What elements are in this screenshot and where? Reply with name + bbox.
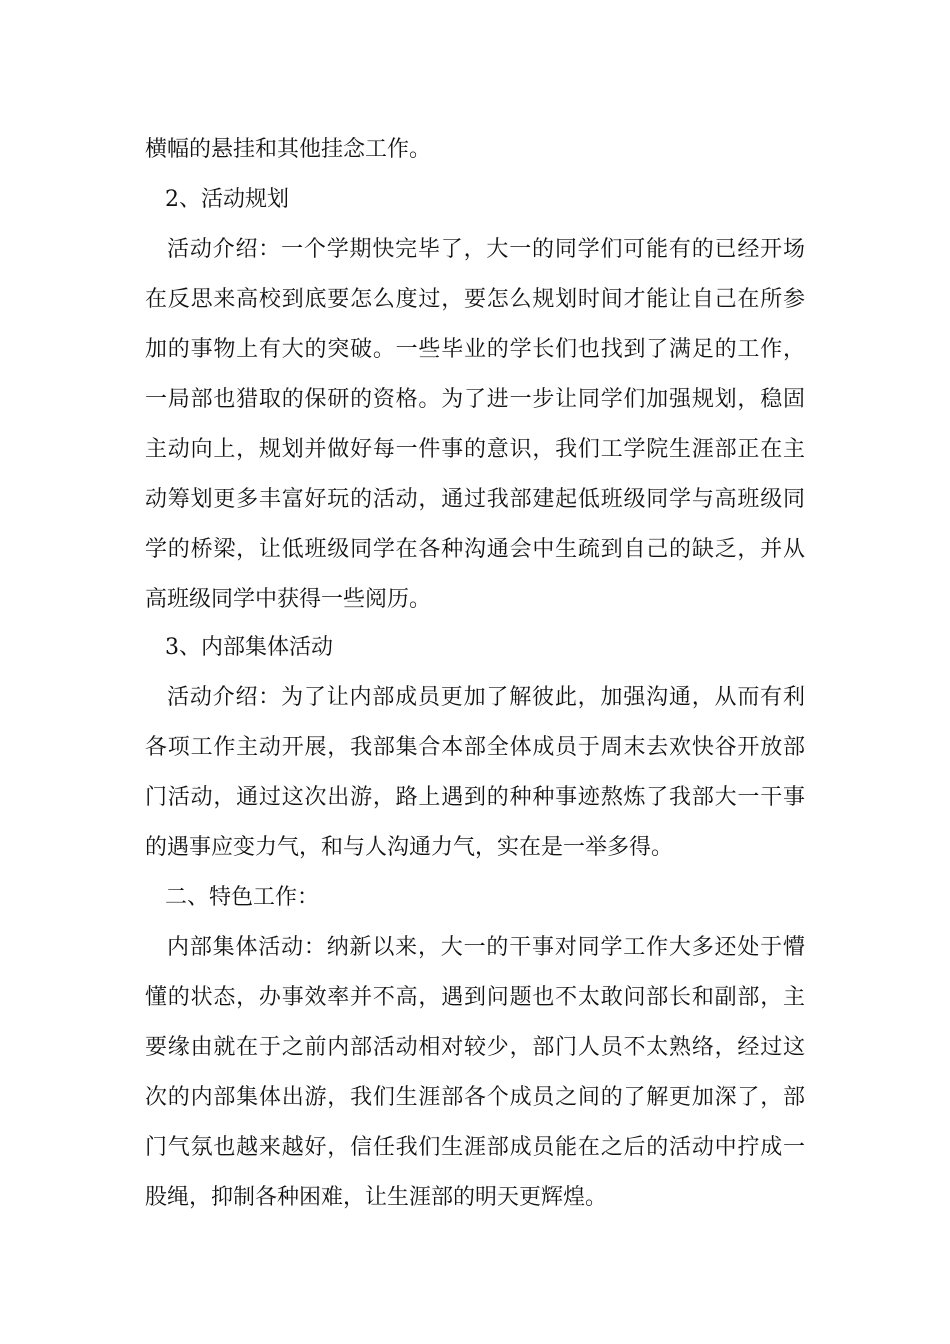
section-heading-special-work: 二、特色工作： — [165, 885, 320, 910]
section-heading-internal-activity: 3、内部集体活动 — [165, 635, 333, 660]
paragraph-line: 动筹划更多丰富好玩的活动，通过我部建起低班级同学与高班级同 — [145, 487, 805, 512]
section-heading-activity-planning: 2、活动规划 — [165, 187, 289, 212]
paragraph-line: 在反思来高校到底要怎么度过，要怎么规划时间才能让自己在所参 — [145, 287, 805, 312]
paragraph-line: 高班级同学中获得一些阅历。 — [145, 587, 432, 612]
paragraph-line: 股绳，抑制各种困难，让生涯部的明天更辉煌。 — [145, 1185, 608, 1210]
paragraph-line: 主动向上，规划并做好每一件事的意识，我们工学院生涯部正在主 — [145, 437, 805, 462]
paragraph-line: 懂的状态，办事效率并不高，遇到问题也不太敢问部长和副部，主 — [145, 985, 805, 1010]
paragraph-line: 学的桥梁，让低班级同学在各种沟通会中生疏到自己的缺乏，并从 — [145, 537, 805, 562]
paragraph-line: 活动介绍：为了让内部成员更加了解彼此，加强沟通，从而有利 — [167, 685, 805, 710]
paragraph-line: 加的事物上有大的突破。一些毕业的学长们也找到了满足的工作， — [145, 337, 805, 362]
paragraph-line: 内部集体活动：纳新以来，大一的干事对同学工作大多还处于懵 — [167, 935, 805, 960]
paragraph-line: 的遇事应变力气，和与人沟通力气，实在是一举多得。 — [145, 835, 674, 860]
paragraph-line: 要缘由就在于之前内部活动相对较少，部门人员不太熟络，经过这 — [145, 1035, 805, 1060]
paragraph-line: 一局部也猎取的保研的资格。为了进一步让同学们加强规划，稳固 — [145, 387, 805, 412]
paragraph-line: 门活动，通过这次出游，路上遇到的种种事迹熬炼了我部大一干事 — [145, 785, 805, 810]
paragraph-line: 活动介绍：一个学期快完毕了，大一的同学们可能有的已经开场 — [167, 237, 805, 262]
paragraph-line: 横幅的悬挂和其他挂念工作。 — [145, 137, 432, 162]
paragraph-line: 门气氛也越来越好，信任我们生涯部成员能在之后的活动中拧成一 — [145, 1135, 805, 1160]
paragraph-line: 各项工作主动开展，我部集合本部全体成员于周末去欢快谷开放部 — [145, 735, 805, 760]
paragraph-line: 次的内部集体出游，我们生涯部各个成员之间的了解更加深了，部 — [145, 1085, 805, 1110]
